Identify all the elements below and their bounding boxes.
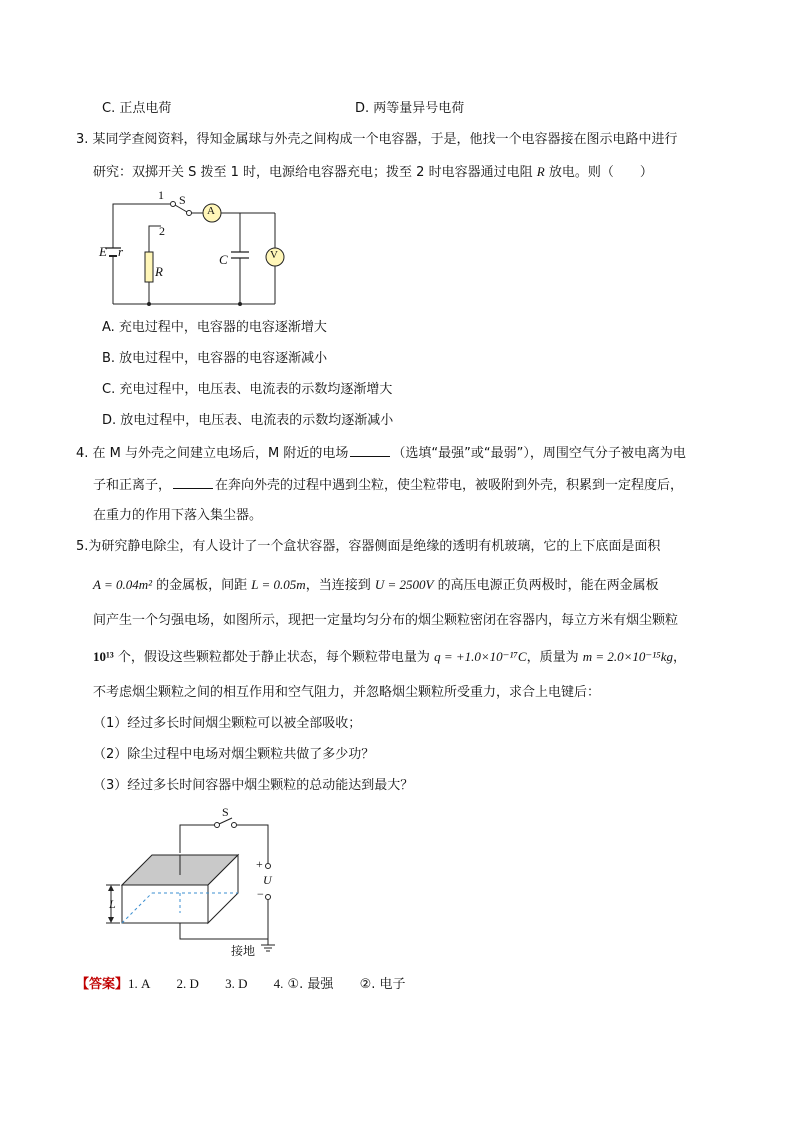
junction-dot-resistor: [147, 302, 151, 306]
q3-stem-line1: 3. 某同学查阅资料，得知金属球与外壳之间构成一个电容器，于是，他找一个电容器接在图示电路中进行: [76, 132, 678, 147]
plus-label: +: [256, 857, 263, 871]
wire-top-left: [180, 825, 214, 853]
box-front-face: [122, 885, 208, 923]
switch-terminal-2-label: 2: [159, 224, 165, 238]
switch-contact-right: [232, 823, 237, 828]
answer-4-value-2: . 电子: [371, 977, 406, 992]
resistor-r: [145, 252, 153, 282]
internal-r-label: r: [118, 244, 124, 259]
container-diagram: [100, 805, 290, 965]
switch-s-label: S: [222, 805, 229, 819]
distance-l-label: L: [109, 897, 116, 911]
answer-4-circle-1: ①: [287, 977, 300, 992]
q2-option-d: D. 两等量异号电荷: [355, 101, 465, 116]
voltmeter-label: V: [270, 249, 278, 261]
voltage-u-label: U: [263, 873, 272, 887]
ammeter-label: A: [207, 205, 215, 217]
answer-4-prefix: 4.: [273, 976, 284, 991]
switch-s-label: S: [179, 193, 186, 207]
switch-terminal-1-label: 1: [158, 188, 164, 202]
dim-arrow-bottom: [108, 917, 114, 923]
q4-line1: 4. 在 M 与外壳之间建立电场后，M 附近的电场 （选填“最强”或“最弱”），周围空气分子被电离为电: [76, 446, 686, 461]
circuit-diagram: [95, 190, 295, 308]
capacitor-c-label: C: [219, 252, 228, 267]
switch-pivot: [187, 211, 192, 216]
q5-line4: 10¹³ 个，假设这些颗粒都处于静止状态，每个颗粒带电量为 q = +1.0×10⁻¹⁷C，质量为 m = 2.0×10⁻¹⁵kg，: [93, 649, 686, 665]
minus-label: −: [257, 887, 264, 901]
q5-line2: A = 0.04m² 的金属板，间距 L = 0.05m，当连接到 U = 2500V 的高压电源正负两极时，能在两金属板: [93, 577, 659, 593]
ground-label: 接地: [231, 944, 256, 958]
q5-line1: 5.为研究静电除尘，有人设计了一个盒状容器，容器侧面是绝缘的透明有机玻璃，它的上下底面是面积: [76, 539, 661, 554]
q5-sub3: （3）经过多长时间容器中烟尘颗粒的总动能达到最大？: [93, 778, 414, 793]
dim-arrow-top: [108, 885, 114, 891]
junction-dot-capacitor: [238, 302, 242, 306]
answer-4-circle-2: ②: [359, 977, 372, 992]
q3-option-a: A. 充电过程中，电容器的电容逐渐增大: [102, 320, 327, 335]
answer-2: 2. D: [176, 976, 199, 991]
q4-blank-2: [173, 476, 213, 489]
answer-tag: 【答案】: [76, 977, 129, 992]
q5-line3: 间产生一个匀强电场，如图所示，现把一定量均匀分布的烟尘颗粒密闭在容器内，每立方米有烟尘颗粒: [93, 613, 679, 628]
q3-option-b: B. 放电过程中，电容器的电容逐渐减小: [102, 351, 328, 366]
q3-option-d: D. 放电过程中，电压表、电流表的示数均逐渐减小: [102, 413, 394, 428]
resistor-r-label: R: [155, 264, 163, 279]
terminal-plus: [266, 864, 271, 869]
q4-line3: 在重力的作用下落入集尘器。: [93, 508, 263, 523]
q5-container-figure: [100, 805, 290, 965]
answer-1: 1. A: [128, 976, 151, 991]
emf-e-label: E: [99, 244, 107, 259]
q5-sub2: （2）除尘过程中电场对烟尘颗粒共做了多少功？: [93, 747, 375, 762]
answer-4-value-1: . 最强: [299, 977, 334, 992]
q2-option-c: C. 正点电荷: [102, 101, 172, 116]
q5-line5: 不考虑烟尘颗粒之间的相互作用和空气阻力，并忽略烟尘颗粒所受重力，求合上电键后：: [93, 685, 601, 700]
wire-top-right: [237, 825, 268, 863]
q3-circuit-figure: [95, 190, 295, 308]
q3-option-c: C. 充电过程中，电压表、电流表的示数均逐渐增大: [102, 382, 393, 397]
q5-sub1: （1）经过多长时间烟尘颗粒可以被全部吸收；: [93, 716, 362, 731]
terminal-minus: [266, 895, 271, 900]
answer-3: 3. D: [225, 976, 248, 991]
switch-contact-1: [171, 202, 176, 207]
answer-line: [76, 975, 405, 994]
q3-stem-line2: 研究：双掷开关 S 拨至 1 时，电源给电容器充电；拨至 2 时电容器通过电阻 R 放电。则（ ）: [93, 164, 653, 180]
q4-blank-1: [350, 444, 390, 457]
q4-line2: 子和正离子， 在奔向外壳的过程中遇到尘粒，使尘粒带电，被吸附到外壳，积累到一定程度后，: [93, 478, 684, 493]
switch-contact-left: [215, 823, 220, 828]
